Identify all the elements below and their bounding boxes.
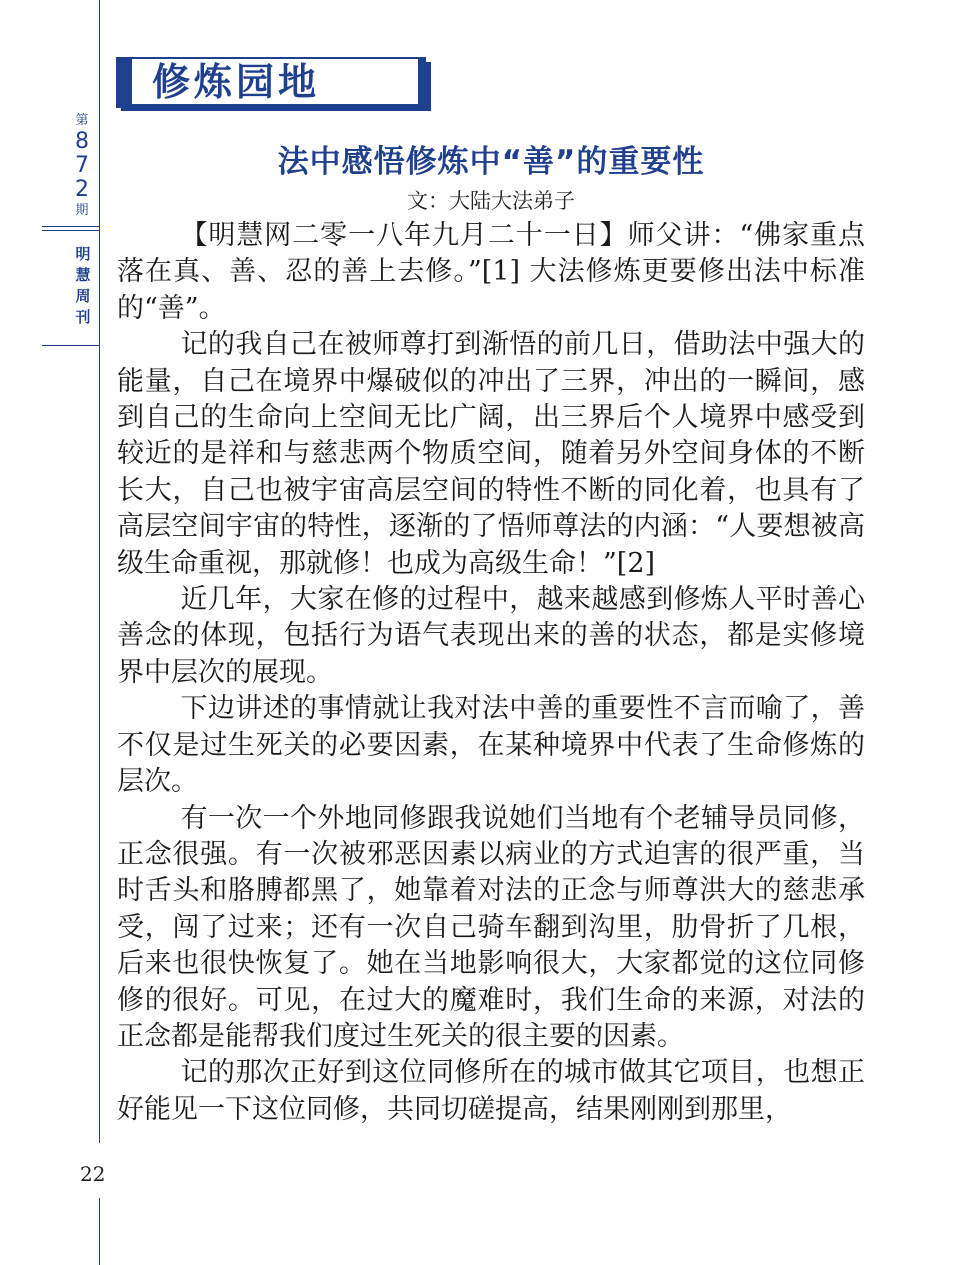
paragraph: 有一次一个外地同修跟我说她们当地有个老辅导员同修，正念很强。有一次被邪恶因素以病业的方式迫害的很严重，当时舌头和胳膊都黑了，她靠着对法的正念与师尊洪大的慈悲承受，闯了过来；还有一次自己骑车翻到沟里，肋骨折了几根，后来也很快恢复了。她在当地影响很大，大家都觉的这位同修修的很好。可见，在过大的魔难时，我们生命的来源，对法的正念都是能帮我们度过生死关的很主要的因素。 xyxy=(117,802,865,1052)
banner-bar-left xyxy=(116,57,132,108)
article-title: 法中感悟修炼中“善”的重要性 xyxy=(277,144,705,180)
publication-char: 明 xyxy=(75,245,91,263)
publication-char: 慧 xyxy=(75,266,91,284)
section-banner xyxy=(116,57,426,106)
publication-name xyxy=(66,244,100,328)
banner-bar-right xyxy=(418,57,426,108)
paragraph: 近几年，大家在修的过程中，越来越感到修炼人平时善心善念的体现，包括行为语气表现出来的善的状态，都是实修境界中层次的展现。 xyxy=(117,584,865,688)
paragraph: 下边讲述的事情就让我对法中善的重要性不言而喻了，善不仅是过生死关的必要因素，在某种境界中代表了生命修炼的层次。 xyxy=(117,693,865,798)
margin-rule-lower xyxy=(99,1198,100,1265)
issue-prefix: 第 xyxy=(75,113,89,128)
publication-char: 周 xyxy=(75,287,91,305)
issue-digit: 2 xyxy=(75,177,89,202)
paragraph: 记的我自己在被师尊打到渐悟的前几日，借助法中强大的能量，自己在境界中爆破似的冲出了三界，冲出的一瞬间，感到自己的生命向上空间无比广阔，出三界后个人境界中感受到较近的是祥和与慈悲两个物质空间，随着另外空间身体的不断长大，自己也被宇宙高层空间的特性不断的同化着，也具有了高层空间宇宙的特性，逐渐的了悟师尊法的内涵：“人要想被高级生命重视，那就修！也成为高级生命！”[2] xyxy=(117,329,865,579)
issue-suffix: 期 xyxy=(75,203,89,218)
divider-line xyxy=(42,345,100,346)
issue-digit: 8 xyxy=(75,129,89,154)
divider-line xyxy=(42,230,100,231)
paragraph: 【明慧网二零一八年九月二十一日】师父讲：“佛家重点落在真、善、忍的善上去修。”[1] 大法修炼更要修出法中标准的“善”。 xyxy=(117,220,865,324)
section-title: 修炼园地 xyxy=(152,60,321,104)
article-byline: 文：大陆大法弟子 xyxy=(407,189,575,213)
page-number: 22 xyxy=(80,1162,106,1186)
margin-rule-upper xyxy=(99,0,100,1143)
article-body xyxy=(117,218,865,1128)
issue-number xyxy=(66,112,98,220)
issue-digit: 7 xyxy=(75,153,89,178)
publication-char: 刊 xyxy=(75,308,91,326)
divider-line xyxy=(42,226,100,227)
paragraph: 记的那次正好到这位同修所在的城市做其它项目，也想正好能见一下这位同修，共同切磋提高，结果刚刚到那里， xyxy=(117,1057,865,1125)
